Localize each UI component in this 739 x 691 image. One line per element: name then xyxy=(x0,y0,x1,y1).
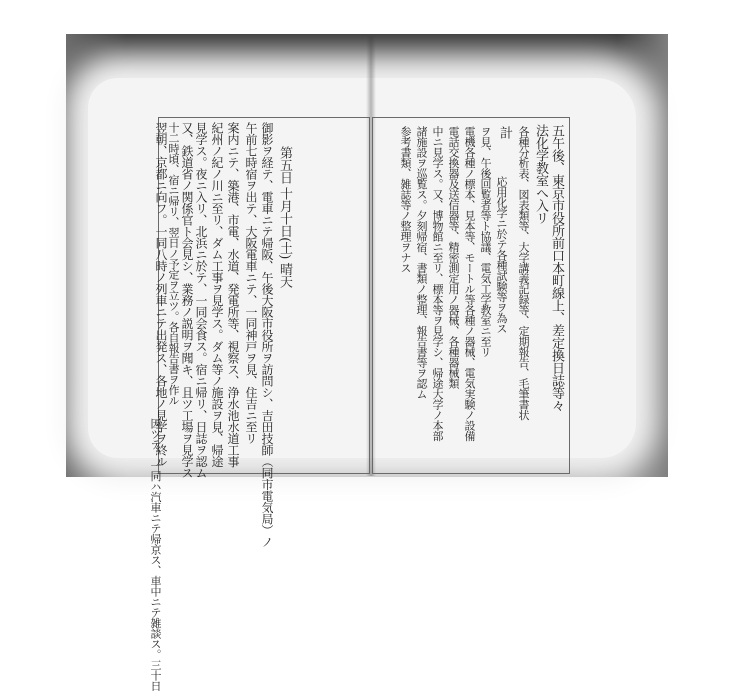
text-line: 計 xyxy=(497,126,512,139)
text-line: 紀州ノ紀ノ川ニ至リ、ダム工事ヲ見学ス。ダム等ノ施設ヲ見、帰途 xyxy=(210,122,224,467)
text-line: 又、鉄道省ノ関係官ト会見シ、業務ノ説明ヲ聞キ、且ツ工場ヲ見学ス xyxy=(180,122,194,479)
text-line: 翌朝、京都ニ向フ。一同八時ノ列車ニテ出発ス、各地ノ見学ヲ終ル xyxy=(154,122,168,467)
text-line: 参考書類、雑誌等ノ整理ヲナス xyxy=(399,126,412,273)
right-page-frame xyxy=(372,117,570,474)
text-line: 諸施設ヲ巡覧ス。夕刻帰宿、書類ノ整理、報告書等ヲ認ム xyxy=(415,126,428,399)
text-line: 応用化学ニ於テ各種試験等ヲ為ス xyxy=(495,176,508,334)
text-line: 見学ス。夜ニ入リ、北浜ニ於テ、一同会食ス。宿ニ帰リ、日誌ヲ認ム xyxy=(194,122,208,479)
text-line: 中ニ見学ス。又、博物館ニ至リ、標本等ヲ見学シ、帰途大学ノ本部 xyxy=(431,126,444,441)
text-line: 十二時頃、宿ニ帰リ、翌日ノ予定ヲ立ツ。各自報告書ヲ作ル xyxy=(167,122,180,406)
text-line: 午前七時宿ヲ出テ、大阪電車ニテ、一同神戸ヲ見、住吉ニ至リ xyxy=(244,122,258,444)
text-line: ヲ見、午後回覧者等ト協議、電気工学教室ニ至リ xyxy=(479,126,492,357)
text-line: 因ツテ、一同ハ汽車ニテ帰京ス、車中ニテ雑談ス。三十日 xyxy=(149,418,162,691)
text-line: 各種分析表、図表類等、大学講義記録等、定期報告、毛筆書状 xyxy=(517,126,530,420)
text-line: 案内ニテ、築港、市電、水道、発電所等、視察ス、浄水池水道工事 xyxy=(226,122,240,467)
left-page-frame xyxy=(149,117,370,691)
text-line: 五午後、東京市役所前口本町線上、差定換日誌等々 xyxy=(549,124,564,412)
text-line: 法化学教室へ入リ xyxy=(533,124,548,224)
text-line: 電機各種ノ標本、見本等、モートル等各種ノ器械、電気実験ノ設備 xyxy=(463,126,476,441)
date-heading: 第五日 十月十日(土) 晴天 xyxy=(277,146,292,288)
text-line: 御影ヲ経テ、電車ニテ帰阪、午後大阪市役所ヲ訪問シ、吉田技師（同市電気局）ノ xyxy=(260,122,274,548)
text-line: 電話交換器及送信器等、精密測定用ノ器械、各種器械類 xyxy=(447,126,460,389)
